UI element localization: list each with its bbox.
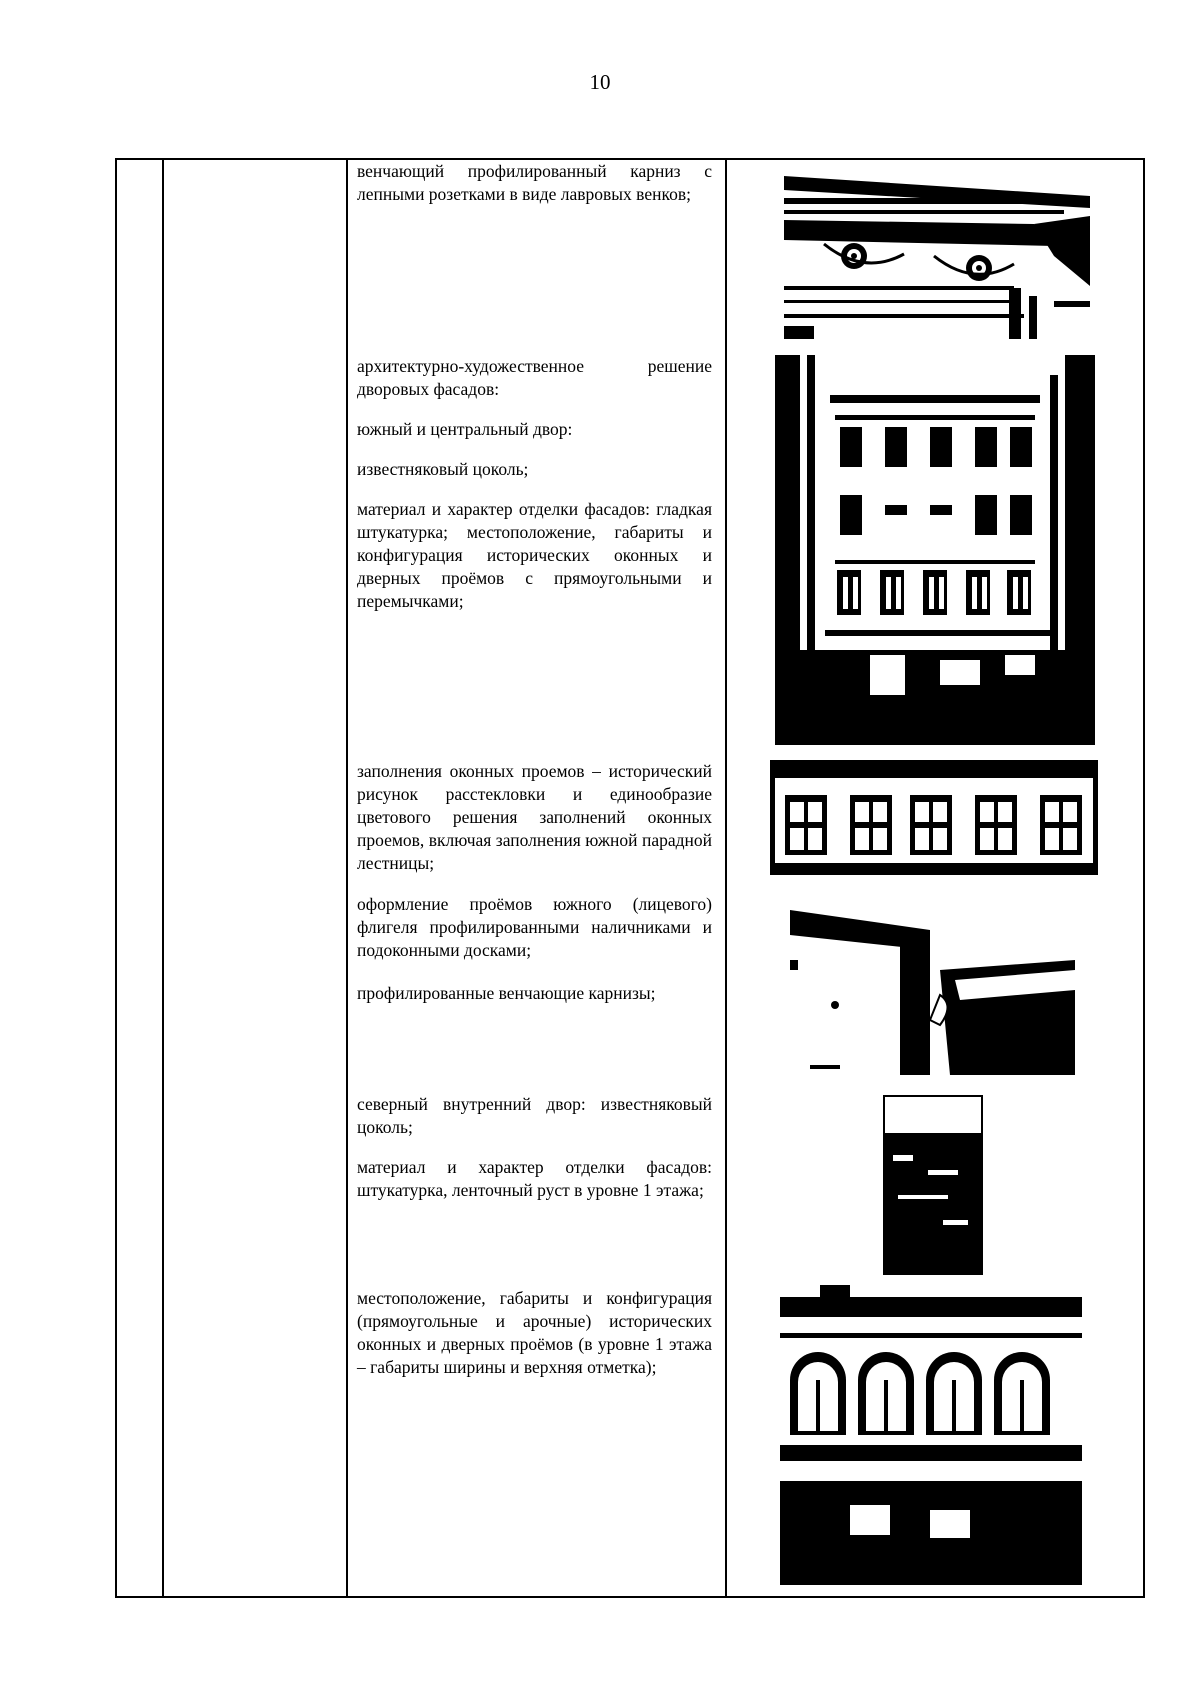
cornice-corner-photo bbox=[790, 910, 1075, 1075]
feature-text: материал и характер отделки фасадов: гладкая штукатурка; местоположение, габариты и конфигурация исторических оконных и дверных проёмов с прямоугольными и перемычками; bbox=[357, 499, 712, 611]
feature-text: заполнения оконных проемов – исторический рисунок расстекловки и единообразие цветового решения заполнений оконных проемов, включая заполнения южной парадной лестницы; bbox=[357, 761, 712, 873]
courtyard-facade-photo bbox=[775, 355, 1095, 745]
feature-description-2 bbox=[357, 355, 712, 613]
feature-text: местоположение, габариты и конфигурация (прямоугольные и арочные) исторических оконных и дверных проёмов (в уровне 1 этажа – габариты ширины и верхняя отметка); bbox=[357, 1288, 712, 1377]
cornice-rosettes-photo bbox=[784, 176, 1090, 339]
feature-text: профилированные венчающие карнизы; bbox=[357, 983, 656, 1003]
column-divider bbox=[346, 160, 348, 1596]
feature-text: северный внутренний двор: известняковый цоколь; bbox=[357, 1094, 712, 1137]
column-divider bbox=[725, 160, 727, 1596]
feature-text: материал и характер отделки фасадов: штукатурка, ленточный руст в уровне 1 этажа; bbox=[357, 1157, 712, 1200]
feature-text: оформление проёмов южного (лицевого) флигеля профилированными наличниками и подоконными досками; bbox=[357, 894, 712, 960]
feature-text: южный и центральный двор: bbox=[357, 419, 573, 439]
feature-text: архитектурно-художественное решение дворовых фасадов: bbox=[357, 356, 712, 399]
arched-windows-photo bbox=[780, 1285, 1082, 1585]
column-divider bbox=[162, 160, 164, 1596]
window-fillings-photo bbox=[770, 760, 1098, 875]
feature-description-1 bbox=[357, 160, 712, 206]
feature-description-6 bbox=[357, 1287, 712, 1379]
feature-description-5 bbox=[357, 1093, 712, 1202]
rustication-photo bbox=[883, 1095, 983, 1275]
page-number: 10 bbox=[589, 70, 611, 94]
feature-description-3 bbox=[357, 760, 712, 875]
feature-description-4 bbox=[357, 893, 712, 1005]
feature-text: известняковый цоколь; bbox=[357, 459, 529, 479]
feature-text: венчающий профилированный карниз с лепными розетками в виде лавровых венков; bbox=[357, 161, 712, 204]
